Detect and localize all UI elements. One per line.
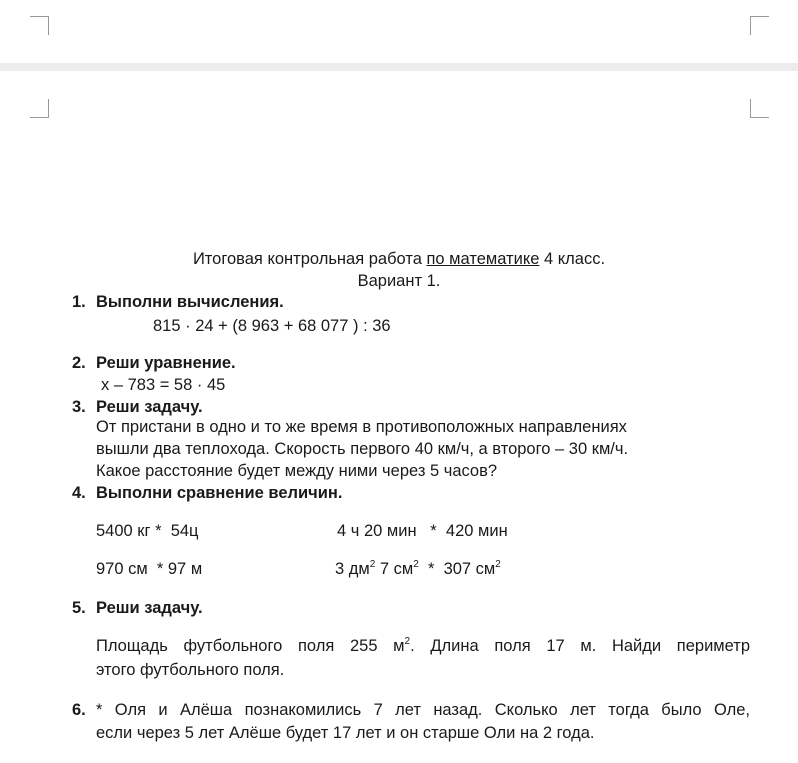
margin-corner-mark (750, 16, 769, 35)
superscript: 2 (413, 559, 419, 570)
task-text-line: Какое расстояние будет между ними через 5 часов? (96, 462, 498, 480)
task-number: 4. (72, 484, 86, 502)
task-heading: Выполни вычисления. (96, 293, 284, 311)
margin-corner-mark (750, 99, 769, 118)
title-text-end: 4 класс. (539, 250, 606, 268)
task-expression: 815 · 24 + (8 963 + 68 077 ) : 36 (153, 317, 391, 335)
task-number: 2. (72, 354, 86, 372)
comparison-item: 4 ч 20 мин * 420 мин (337, 522, 508, 540)
task-text-line: Площадь футбольного поля 255 $м^2$. Длина поля 17 м. Найди периметр (96, 636, 751, 655)
margin-corner-mark (30, 16, 49, 35)
superscript: 2 (495, 559, 501, 570)
task-heading: Реши уравнение. (96, 354, 236, 372)
title-text: Итоговая контрольная работа (192, 250, 427, 268)
task-text-line: вышли два теплохода. Скорость первого 40 км/ч, а второго – 30 км/ч. (96, 440, 629, 458)
task-text-line: если через 5 лет Алёше будет 17 лет и он старше Оли на 2 года. (96, 724, 595, 742)
task-heading: Реши задачу. (96, 398, 203, 416)
comparison-item: 970 см * 97 м (96, 560, 203, 578)
task-equation: х – 783 = 58 · 45 (101, 376, 226, 394)
task-text-line: * Оля и Алёша познакомились 7 лет назад. Сколько лет тогда было Оле, (96, 701, 750, 719)
page-separator (0, 63, 798, 71)
task-heading: Выполни сравнение величин. (96, 484, 343, 502)
comparison-item: 5400 кг * 54ц (96, 522, 199, 540)
task-text-line: От пристани в одно и то же время в противоположных направлениях (96, 418, 627, 436)
task-number: 6. (72, 701, 86, 719)
task-text-line: этого футбольного поля. (96, 661, 285, 679)
task-heading: Реши задачу. (96, 599, 203, 617)
comparison-item-area: 3 $дм^2$ 7 $см^2 * 307$ $см^2$ (335, 559, 501, 578)
task-number: 1. (72, 293, 86, 311)
superscript: 2 (369, 559, 376, 570)
task-number: 3. (72, 398, 86, 416)
document-title (0, 248, 798, 270)
title-underlined-text: по математике (426, 250, 540, 268)
variant-label: Вариант 1. (357, 272, 441, 290)
superscript: 2 (404, 636, 411, 647)
margin-corner-mark (30, 99, 49, 118)
task-number: 5. (72, 599, 86, 617)
